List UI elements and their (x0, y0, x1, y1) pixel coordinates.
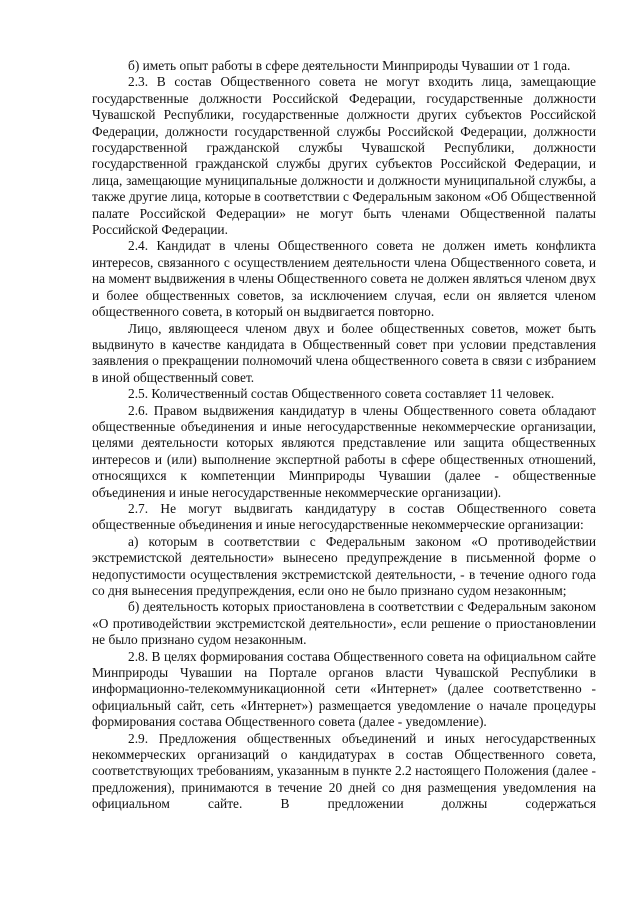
paragraph-2-9-proposals: 2.9. Предложения общественных объединений и иных негосударственных некоммерческих организаций о кандидатурах в состав Общественного совета, соответствующих требованиям, указанным в пункте 2.2 настоящего Положения (далее - предложения), принимаются в течение 20 дней со дня размещения уведомления на официальном сайте. В предложении должны содержаться (92, 730, 596, 812)
paragraph-2-5-council-size: 2.5. Количественный состав Общественного совета составляет 11 человек. (128, 386, 555, 402)
paragraph-2-3-restrictions: 2.3. В состав Общественного совета не могут входить лица, замещающие государственные должности Российской Федерации, государственные должности Чувашской Республики, государственные должности других субъектов Российской Федерации, должности государственной службы Российской Федерации, должности государственной гражданской службы Чувашской Республики, должности государственной гражданской службы других субъектов Российской Федерации, и лица, замещающие муниципальные должности и должности муниципальной службы, а также другие лица, которые в соответствии с Федеральным законом «Об Общественной палате Российской Федерации» не могут быть членами Общественной палаты Российской Федерации. (92, 74, 596, 238)
paragraph-experience-requirement: б) иметь опыт работы в сфере деятельности Минприроды Чувашии от 1 года. (128, 58, 571, 73)
paragraph-2-7-item-a: а) которым в соответствии с Федеральным законом «О противодействии экстремистской деятельности» вынесено предупреждение в письменной форме о недопустимости осуществления экстремистской деятельности, - в течение одного года со дня вынесения предупреждения, если оно не было признано судом незаконным; (92, 533, 596, 598)
paragraph-multiple-councils: Лицо, являющееся членом двух и более общественных советов, может быть выдвинуто в качестве кандидата в Общественный совет при условии представления заявления о прекращении полномочий члена общественного совета в связи с избранием в иной общественный совет. (92, 320, 596, 385)
paragraph-2-8-notification: 2.8. В целях формирования состава Общественного совета на официальном сайте Минприроды Чувашии на Портале органов власти Чувашской Республики в информационно-телекоммуникационной сети «Интернет» (далее соответственно - официальный сайт, сеть «Интернет») размещается уведомление о начале процедуры формирования состава Общественного совета (далее - уведомление). (92, 648, 596, 730)
paragraph-2-6-nomination-right: 2.6. Правом выдвижения кандидатур в члены Общественного совета обладают общественные объединения и иные негосударственные некоммерческие организации, целями деятельности которых являются представление или защита общественных интересов и (или) выполнение экспертной работы в сфере общественных отношений, относящихся к компетенции Минприроды Чувашии (далее - общественные объединения и иные негосударственные некоммерческие организации). (92, 402, 596, 500)
paragraph-2-7-item-b: б) деятельность которых приостановлена в соответствии с Федеральным законом «О противодействии экстремистской деятельности», если решение о приостановлении не было признано судом незаконным. (92, 599, 596, 648)
paragraph-2-7-nomination-ban: 2.7. Не могут выдвигать кандидатуру в состав Общественного совета общественные объединения и иные негосударственные некоммерческие организации: (92, 500, 596, 533)
paragraph-2-4-conflict-of-interest: 2.4. Кандидат в члены Общественного совета не должен иметь конфликта интересов, связанного с осуществлением деятельности члена Общественного совета, и на момент выдвижения в члены Общественного совета не должен являться членом двух и более общественных советов, за исключением случая, если он является членом общественного совета, в который он выдвигается повторно. (92, 238, 597, 320)
document-page (92, 58, 596, 813)
